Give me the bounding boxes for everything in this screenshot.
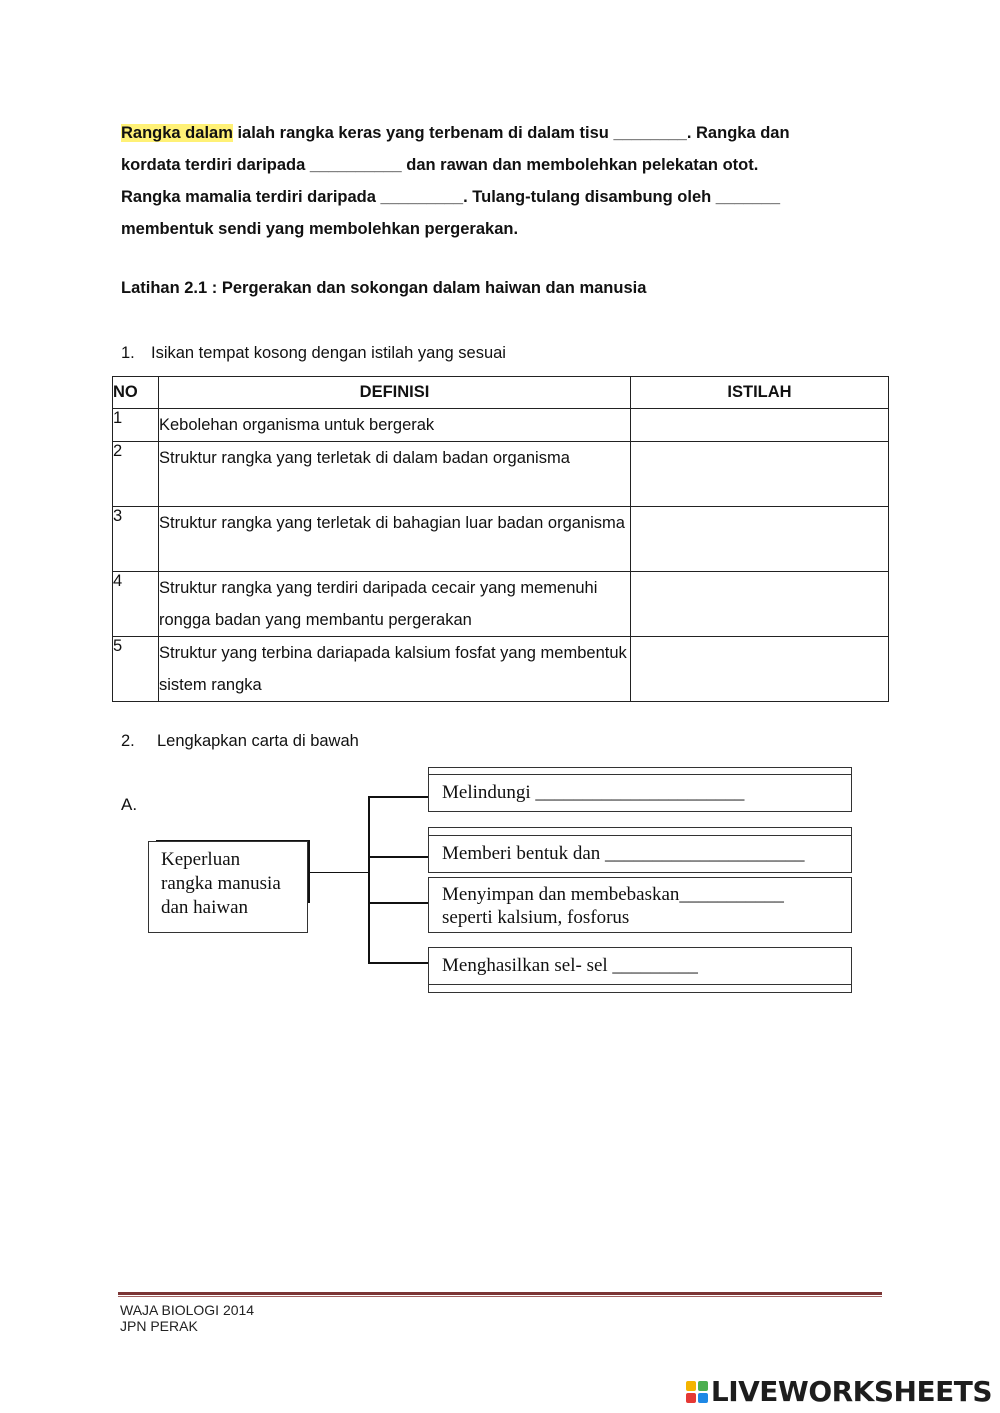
istilah-answer-cell[interactable] (631, 409, 889, 442)
root-concept-box (148, 841, 308, 933)
connector-line (368, 962, 429, 964)
definition-table (112, 376, 889, 702)
root-line-1: Keperluan (161, 849, 241, 870)
row-definition: Struktur rangka yang terdiri daripada cecair yang memenuhi rongga badan yang membantu pergerakan (159, 572, 631, 637)
chart-label-a: A. (121, 795, 138, 814)
intro-line-1: ialah rangka keras yang terbenam di dalam tisu ________. Rangka dan (232, 124, 790, 142)
table-row (113, 637, 889, 702)
section-title: Latihan 2.1 : Pergerakan dan sokongan dalam haiwan dan manusia (121, 279, 647, 297)
root-line-3: dan haiwan (161, 897, 249, 918)
footer (120, 1302, 254, 1334)
intro-line-2: kordata terdiri daripada __________ dan rawan dan membolehkan pelekatan otot. (121, 156, 759, 174)
branch-text: Menghasilkan sel- sel _________ (442, 955, 698, 976)
intro-paragraph (121, 117, 891, 245)
branch-text: Memberi bentuk dan _____________________ (442, 843, 805, 864)
istilah-answer-cell[interactable] (631, 637, 889, 702)
row-definition: Struktur rangka yang terletak di bahagian luar badan organisma (159, 507, 631, 572)
question-1 (121, 344, 506, 363)
table-header-row (113, 377, 889, 409)
branch-text: seperti kalsium, fosforus (442, 907, 630, 928)
branch-box[interactable] (428, 877, 852, 933)
istilah-answer-cell[interactable] (631, 572, 889, 637)
row-number: 4 (113, 572, 159, 637)
liveworksheets-logo-icon (686, 1381, 708, 1403)
footer-rule (118, 1292, 882, 1295)
question-2-number: 2. (121, 732, 135, 750)
branch-text: Menyimpan dan membebaskan___________ (442, 884, 784, 905)
row-number: 3 (113, 507, 159, 572)
header-no: NO (113, 377, 159, 409)
branch-text: Melindungi ______________________ (442, 782, 745, 803)
footer-line-1: WAJA BIOLOGI 2014 (120, 1302, 255, 1318)
branch-box[interactable] (428, 835, 852, 873)
table-row (113, 409, 889, 442)
footer-line-2: JPN PERAK (120, 1318, 198, 1334)
istilah-answer-cell[interactable] (631, 442, 889, 507)
connector-line (309, 872, 369, 873)
question-1-text: Isikan tempat kosong dengan istilah yang sesuai (151, 344, 506, 362)
highlighted-term: Rangka dalam (121, 124, 233, 142)
row-definition: Kebolehan organisma untuk bergerak (159, 409, 631, 442)
root-line-2: rangka manusia (161, 873, 281, 894)
table-row (113, 442, 889, 507)
intro-line-3: Rangka mamalia terdiri daripada _________. Tulang-tulang disambung oleh _______ (121, 188, 781, 206)
table-row (113, 507, 889, 572)
row-definition: Struktur rangka yang terletak di dalam badan organisma (159, 442, 631, 507)
connector-line (368, 856, 429, 858)
row-number: 2 (113, 442, 159, 507)
header-istilah: ISTILAH (631, 377, 889, 409)
header-definisi: DEFINISI (159, 377, 631, 409)
branch-box[interactable] (428, 774, 852, 812)
connector-line (368, 902, 429, 904)
branch-box[interactable] (428, 947, 852, 985)
row-number: 5 (113, 637, 159, 702)
box-edge (428, 827, 852, 835)
intro-line-4: membentuk sendi yang membolehkan pergerakan. (121, 220, 519, 238)
istilah-answer-cell[interactable] (631, 507, 889, 572)
row-number: 1 (113, 409, 159, 442)
table-row (113, 572, 889, 637)
box-edge (428, 985, 852, 993)
row-definition: Struktur yang terbina dariapada kalsium fosfat yang membentuk sistem rangka (159, 637, 631, 702)
question-1-number: 1. (121, 344, 135, 362)
connector-line (368, 796, 370, 964)
liveworksheets-brand (686, 1375, 992, 1408)
question-2 (121, 732, 359, 751)
brand-text: LIVEWORKSHEETS (710, 1375, 992, 1408)
footer-rule (118, 1296, 882, 1297)
connector-line (368, 796, 429, 798)
question-2-text: Lengkapkan carta di bawah (157, 732, 359, 750)
